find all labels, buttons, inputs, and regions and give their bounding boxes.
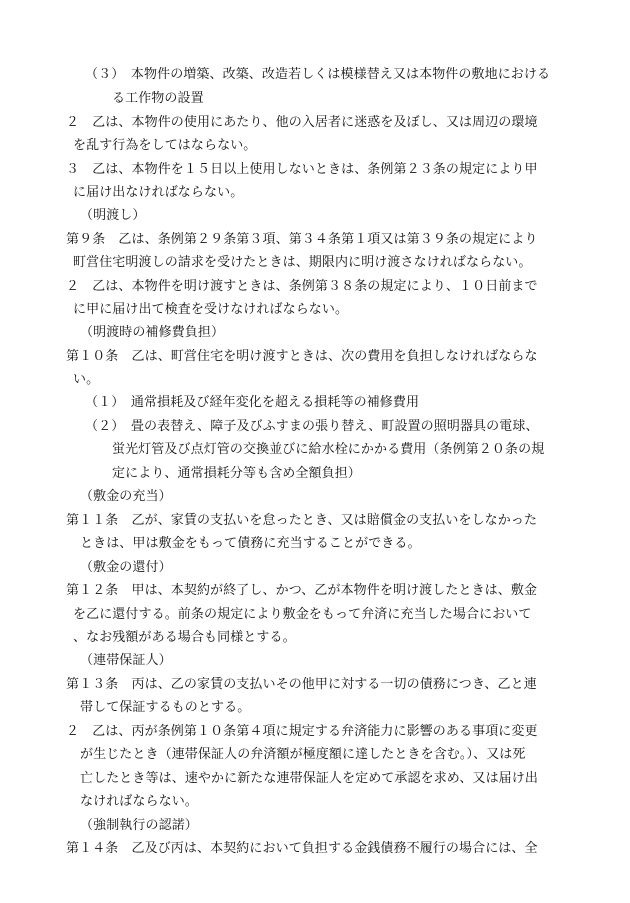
text-line: なければならない。 [80, 794, 198, 809]
text-line: 第１１条 乙が、家賃の支払いを怠ったとき、又は賠償金の支払いをしなかった [66, 513, 538, 528]
text-line: 第９条 乙は、条例第２９条第３項、第３４条第１項又は第３９条の規定により [66, 232, 538, 247]
text-line: に届け出なければならない。 [73, 185, 244, 200]
text-line: （１） 通常損耗及び経年変化を超える損耗等の補修費用 [85, 395, 420, 410]
section-heading: （連帯保証人） [80, 653, 172, 668]
text-line: 第１２条 甲は、本契約が終了し、かつ、乙が本物件を明け渡したときは、敷金 [66, 583, 538, 598]
text-line: ２ 乙は、本物件の使用にあたり、他の入居者に迷惑を及ぼし、又は周辺の環境 [66, 115, 538, 130]
text-line: ２ 乙は、丙が条例第１０条第４項に規定する弁済能力に影響のある事項に変更 [66, 724, 538, 739]
section-heading: （明渡し） [80, 208, 146, 223]
section-heading: （明渡時の補修費負担） [80, 325, 225, 340]
section-heading: （強制執行の認諾） [80, 818, 198, 833]
text-line: を乱す行為をしてはならない。 [73, 138, 257, 153]
text-line: が生じたとき（連帯保証人の弁済額が極度額に達したときを含む。）、又は死 [80, 747, 526, 762]
text-line: （３） 本物件の増築、改築、改造若しくは模様替え又は本物件の敷地における [85, 67, 551, 82]
text-line: （２） 畳の表替え、障子及びふすまの張り替え、町設置の照明器具の電球、 [85, 419, 539, 434]
text-line: 蛍光灯管及び点灯管の交換並びに給水栓にかかる費用（条例第２０条の規 [112, 442, 545, 457]
section-heading: （敷金の充当） [80, 489, 172, 504]
text-line: に甲に届け出て検査を受けなければならない。 [73, 302, 349, 317]
text-line: 定により、通常損耗分等も含め全額負担） [112, 466, 361, 481]
text-line: 帯して保証するものとする。 [80, 700, 251, 715]
text-line: ときは、甲は敷金をもって債務に充当することができる。 [80, 536, 421, 551]
text-line: 亡したとき等は、速やかに新たな連帯保証人を定めて承認を求め、又は届け出 [80, 771, 538, 786]
text-line: 第１３条 丙は、乙の家賃の支払いその他甲に対する一切の債務につき、乙と連 [66, 677, 537, 692]
text-line: 、なお残額がある場合も同様とする。 [73, 630, 296, 645]
section-heading: （敷金の還付） [80, 560, 172, 575]
text-line: ３ 乙は、本物件を１５日以上使用しないときは、条例第２３条の規定により甲 [66, 162, 538, 177]
text-line: 第１０条 乙は、町営住宅を明け渡すときは、次の費用を負担しなければならな [66, 349, 538, 364]
text-line: を乙に還付する。前条の規定により敷金をもって弁済に充当した場合において [73, 607, 532, 622]
text-line: 町営住宅明渡しの請求を受けたときは、期限内に明け渡さなければならない。 [73, 255, 532, 270]
text-line: 第１４条 乙及び丙は、本契約において負担する金銭債務不履行の場合には、全 [66, 841, 538, 856]
text-line: ２ 乙は、本物件を明け渡すときは、条例第３８条の規定により、１０日前まで [66, 279, 538, 294]
text-line: る工作物の設置 [112, 91, 204, 106]
text-line: い。 [73, 372, 100, 387]
